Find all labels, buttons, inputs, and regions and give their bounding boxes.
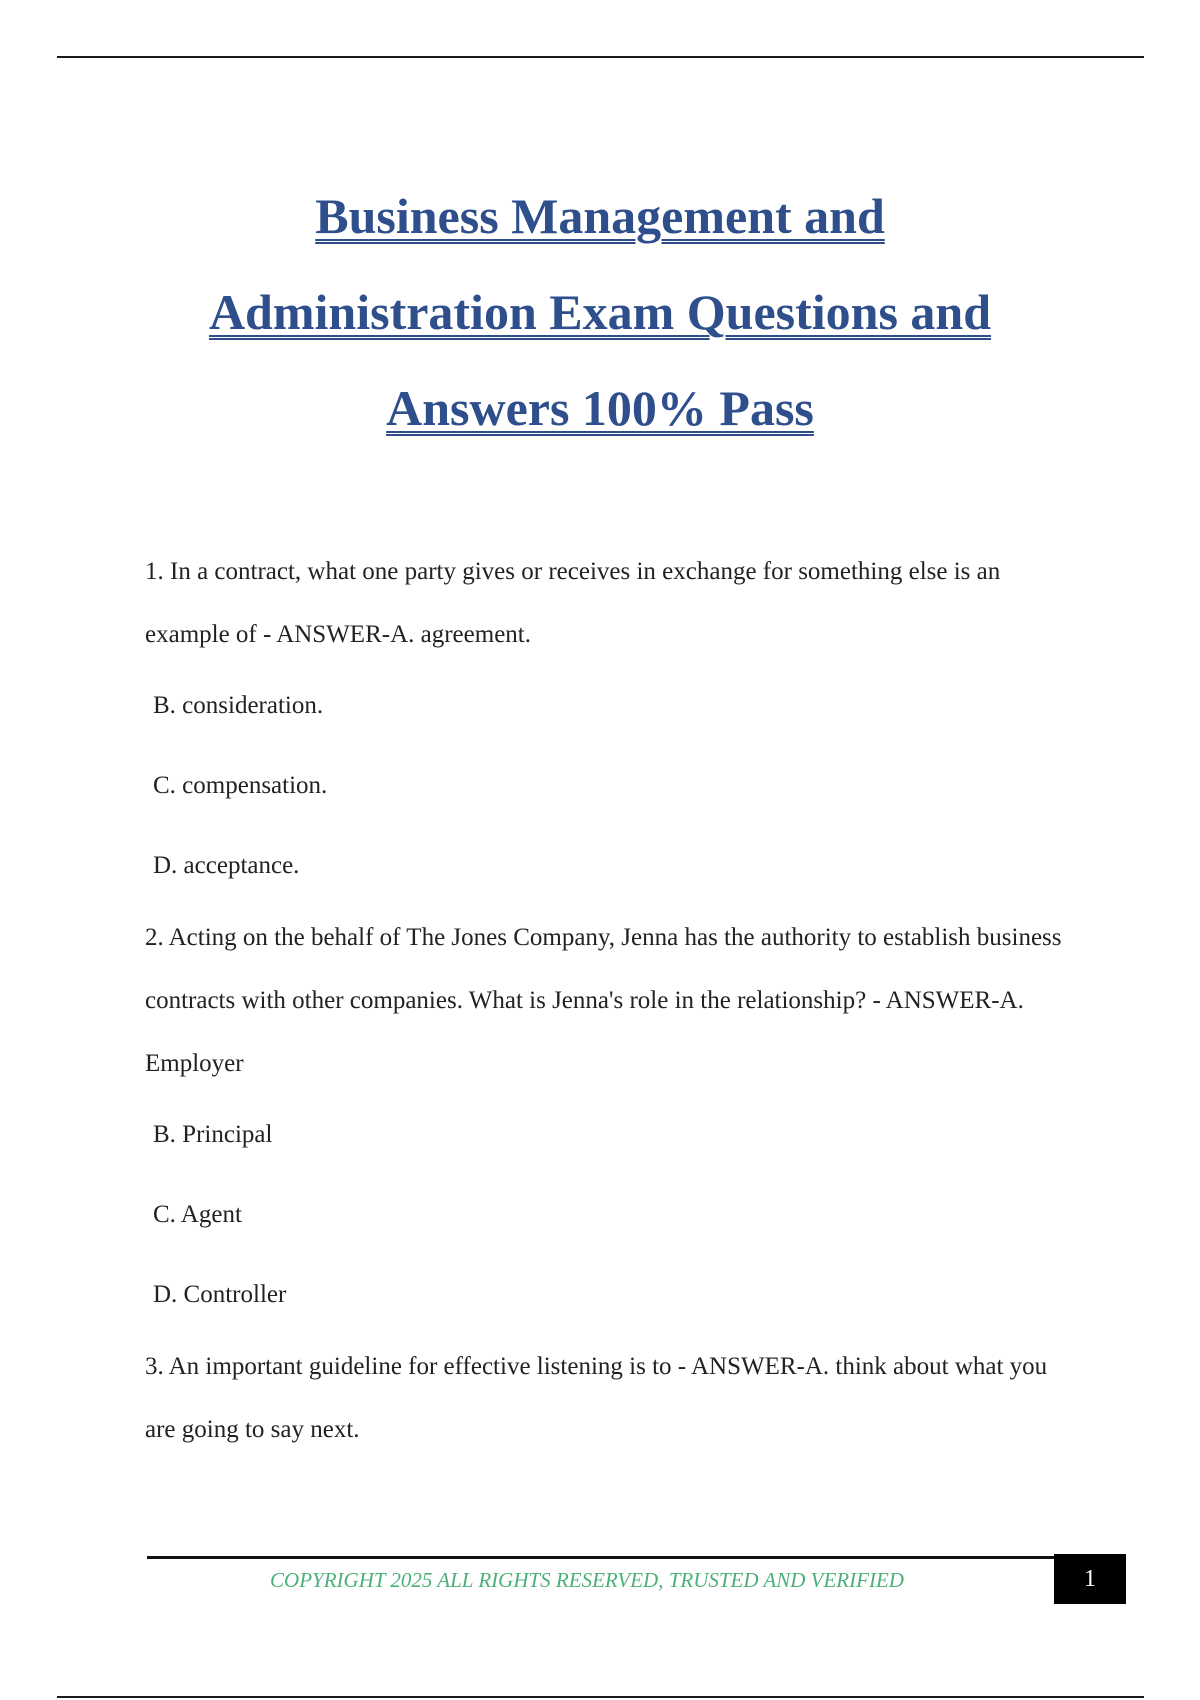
page-title xyxy=(100,168,1100,456)
title-line-3: Answers 100% Pass xyxy=(386,380,814,436)
question-1-option-b: B. consideration. xyxy=(153,692,324,719)
question-1-option-d: D. acceptance. xyxy=(153,852,300,879)
question-3: 3. An important guideline for effective listening is to - ANSWER-A. think about what you are going to say next. xyxy=(145,1353,1048,1443)
question-2-option-c: C. Agent xyxy=(153,1201,242,1228)
title-line-1: Business Management and xyxy=(315,188,885,244)
question-list xyxy=(145,540,1065,1461)
title-line-2: Administration Exam Questions and xyxy=(208,284,992,340)
footer-rule xyxy=(147,1556,1054,1559)
bottom-rule xyxy=(57,1696,1144,1698)
question-2-option-b: B. Principal xyxy=(153,1121,273,1148)
page-number: 1 xyxy=(1054,1554,1126,1604)
question-1-option-c: C. compensation. xyxy=(153,772,328,799)
question-2: 2. Acting on the behalf of The Jones Company, Jenna has the authority to establish business contracts with other companies. What is Jenna's role in the relationship? - ANSWER-A. Employer xyxy=(145,924,1062,1077)
top-rule xyxy=(57,56,1144,58)
question-2-option-d: D. Controller xyxy=(153,1281,287,1308)
question-1: 1. In a contract, what one party gives or receives in exchange for something else is an example of - ANSWER-A. agreement. xyxy=(145,558,1001,648)
footer-copyright: COPYRIGHT 2025 ALL RIGHTS RESERVED, TRUSTED AND VERIFIED xyxy=(270,1568,904,1592)
